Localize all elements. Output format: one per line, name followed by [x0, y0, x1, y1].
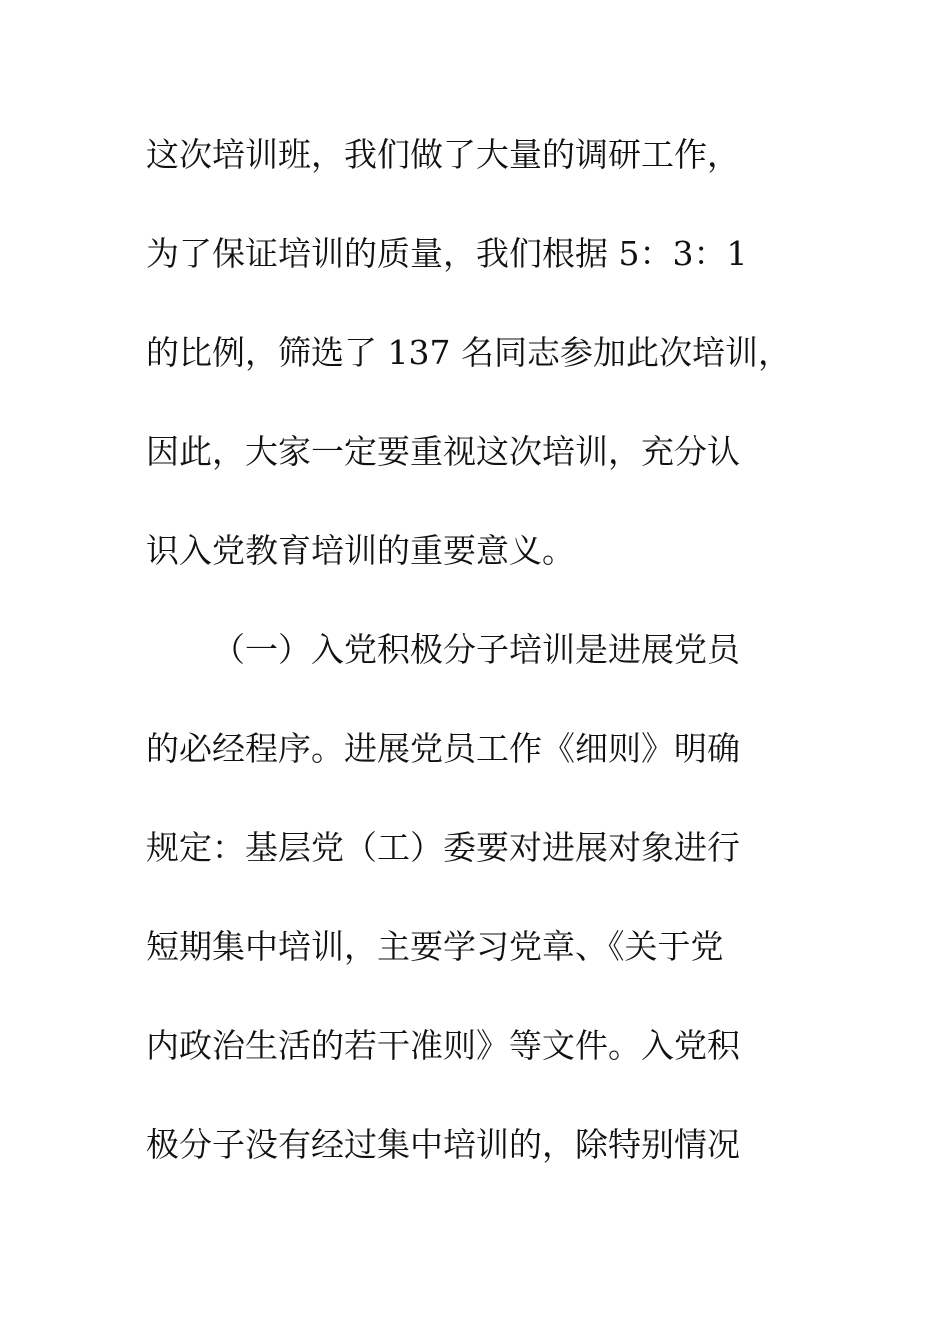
text-line: 的比例，筛选了 137 名同志参加此次培训，	[146, 333, 791, 372]
text-line: 规定：基层党（工）委要对进展对象进行	[146, 828, 740, 867]
text-line: 为了保证培训的质量，我们根据 5：3：1	[146, 234, 748, 273]
text-line: 短期集中培训，主要学习党章、《关于党	[146, 927, 724, 966]
body-text	[146, 122, 806, 1211]
text-line: 的必经程序。进展党员工作《细则》明确	[146, 729, 740, 768]
text-line: 极分子没有经过集中培训的，除特别情况	[146, 1125, 740, 1164]
text-line: 因此，大家一定要重视这次培训，充分认	[146, 432, 740, 471]
text-line: 这次培训班，我们做了大量的调研工作，	[146, 135, 740, 174]
text-line: 内政治生活的若干准则》等文件。入党积	[146, 1026, 740, 1065]
section-heading-line: （一）入党积极分子培训是进展党员	[212, 630, 740, 669]
text-line: 识入党教育培训的重要意义。	[146, 531, 575, 570]
